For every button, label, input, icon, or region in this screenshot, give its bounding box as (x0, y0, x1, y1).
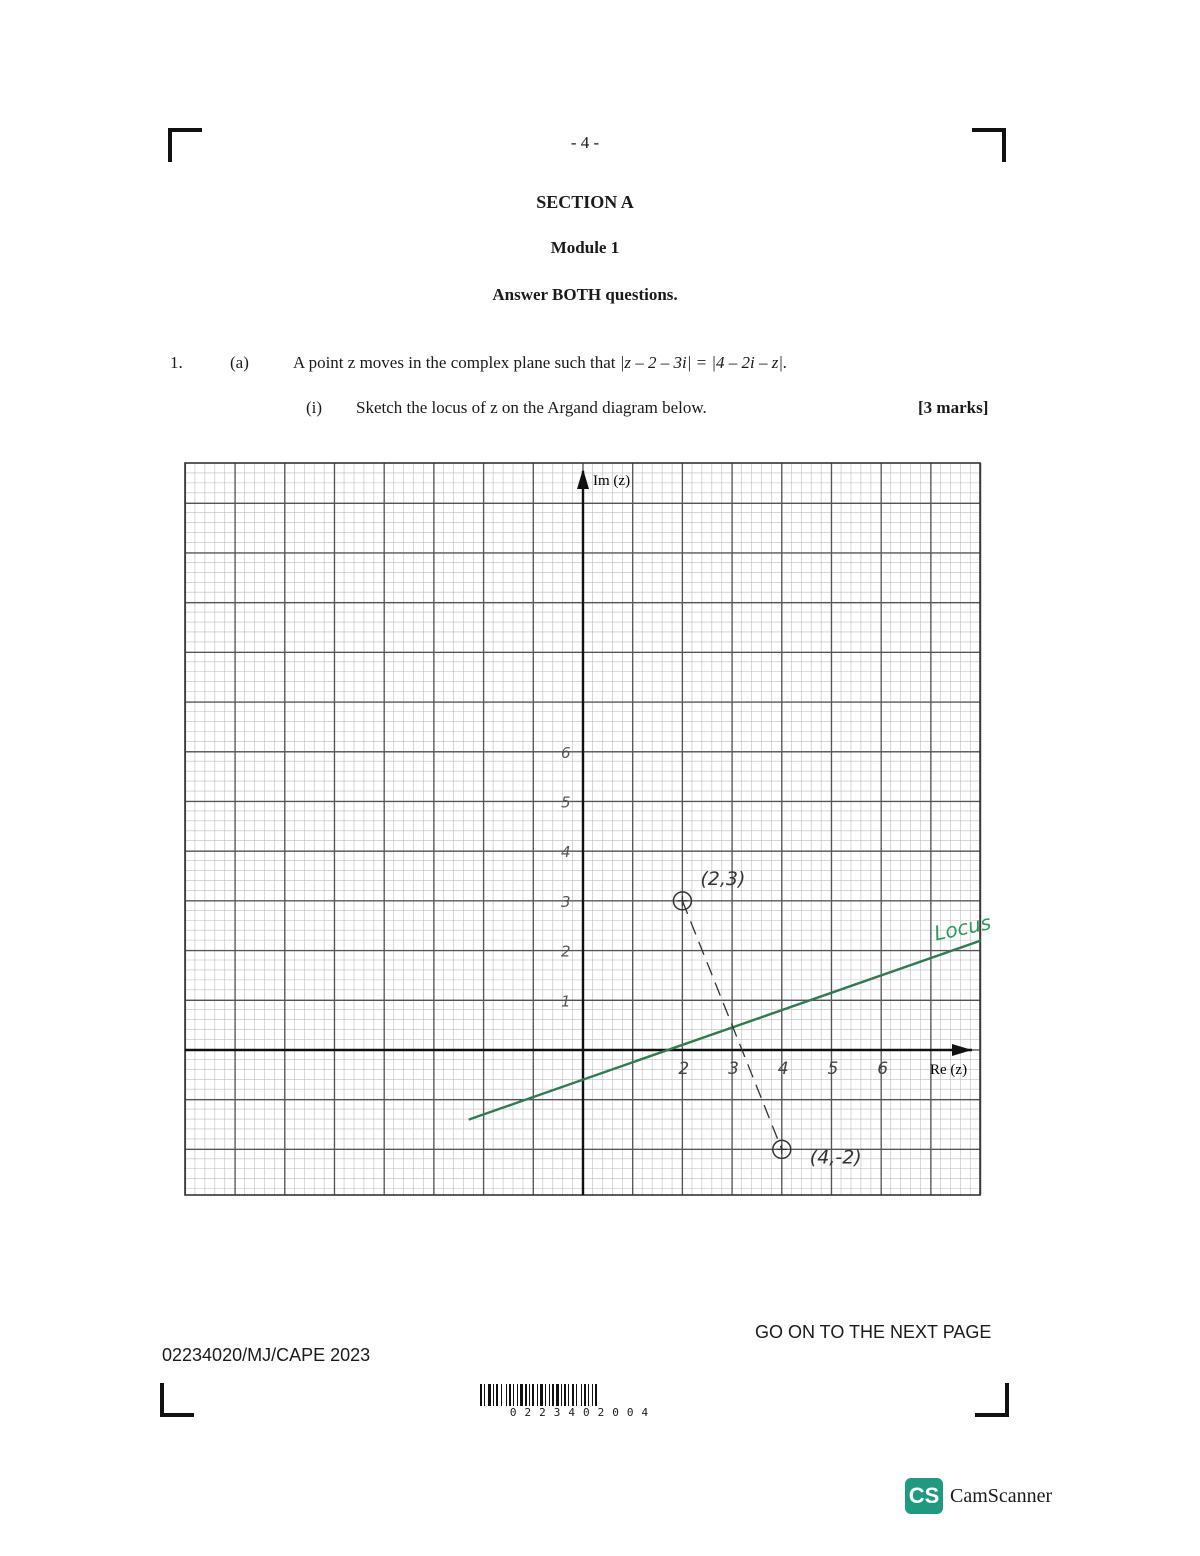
barcode-bar (584, 1384, 586, 1406)
barcode-bar (525, 1384, 527, 1406)
point-label: (2,3) (700, 867, 746, 890)
barcode-bar (595, 1384, 597, 1406)
subpart-number: (i) (306, 398, 323, 417)
barcode-bar (572, 1384, 574, 1406)
barcode-bar (576, 1384, 577, 1406)
marks: [3 marks] (918, 398, 989, 417)
barcode-bar (506, 1384, 507, 1406)
x-tick-label: 5 (827, 1059, 839, 1079)
barcode-bar (540, 1384, 543, 1406)
barcode-bar (509, 1384, 511, 1406)
barcode-digits: 0223402004 (478, 1406, 688, 1419)
x-tick-label: 4 (777, 1059, 789, 1079)
barcode-bar (556, 1384, 559, 1406)
paper-code: 02234020/MJ/CAPE 2023 (162, 1345, 371, 1365)
camscanner-text: CamScanner (950, 1485, 1053, 1507)
barcode-bar (552, 1384, 554, 1406)
point-label: (4,-2) (809, 1146, 862, 1169)
barcode-bar (517, 1384, 518, 1406)
question-number: 1. (170, 353, 183, 372)
y-tick-label: 3 (561, 892, 571, 911)
barcode-bar (549, 1384, 550, 1406)
camscanner-logo-icon: CS (905, 1478, 943, 1514)
barcode-bar (588, 1384, 589, 1406)
subpart-text: Sketch the locus of z on the Argand diagram below. (356, 398, 707, 417)
barcode-bar (496, 1384, 498, 1406)
next-page-note: GO ON TO THE NEXT PAGE (755, 1322, 992, 1342)
barcode-bar (564, 1384, 566, 1406)
question-part: (a) (230, 353, 249, 372)
barcode-bar (493, 1384, 494, 1406)
module-title: Module 1 (550, 238, 620, 257)
real-axis-arrow-icon (952, 1044, 972, 1056)
question-text-prefix: A point z moves in the complex plane such that (293, 353, 616, 372)
y-tick-label: 1 (561, 992, 571, 1011)
question-expression: |z – 2 – 3i| = |4 – 2i – z|. (619, 353, 788, 372)
barcode-bar (480, 1384, 482, 1406)
x-tick-label: 3 (728, 1059, 739, 1079)
y-tick-label: 2 (561, 942, 571, 961)
barcode-bar (568, 1384, 569, 1406)
barcode-bar (520, 1384, 523, 1406)
barcode-bar (488, 1384, 491, 1406)
barcode-bar (537, 1384, 538, 1406)
locus-line (469, 941, 981, 1120)
instruction: Answer BOTH questions. (492, 285, 678, 304)
y-tick-label: 4 (561, 843, 571, 862)
barcode-bar (561, 1384, 562, 1406)
barcode-bar (592, 1384, 593, 1406)
barcode-bar (545, 1384, 546, 1406)
barcode-bar (513, 1384, 514, 1406)
barcode-bar (529, 1384, 530, 1406)
x-tick-label: 6 (877, 1059, 889, 1079)
barcode-bar (532, 1384, 534, 1406)
section-title: SECTION A (536, 192, 634, 212)
imaginary-axis-arrow-icon (577, 469, 589, 489)
locus-annotation: Locus (931, 910, 994, 946)
barcode-bar (484, 1384, 485, 1406)
y-tick-label: 6 (561, 743, 571, 762)
barcode-bar (501, 1384, 502, 1406)
y-axis-label: Im (z) (593, 473, 631, 489)
page-number: - 4 - (570, 133, 600, 152)
x-tick-label: 2 (678, 1059, 690, 1079)
y-tick-label: 5 (561, 793, 571, 812)
x-axis-label: Re (z) (930, 1062, 968, 1078)
barcode-bar (581, 1384, 582, 1406)
